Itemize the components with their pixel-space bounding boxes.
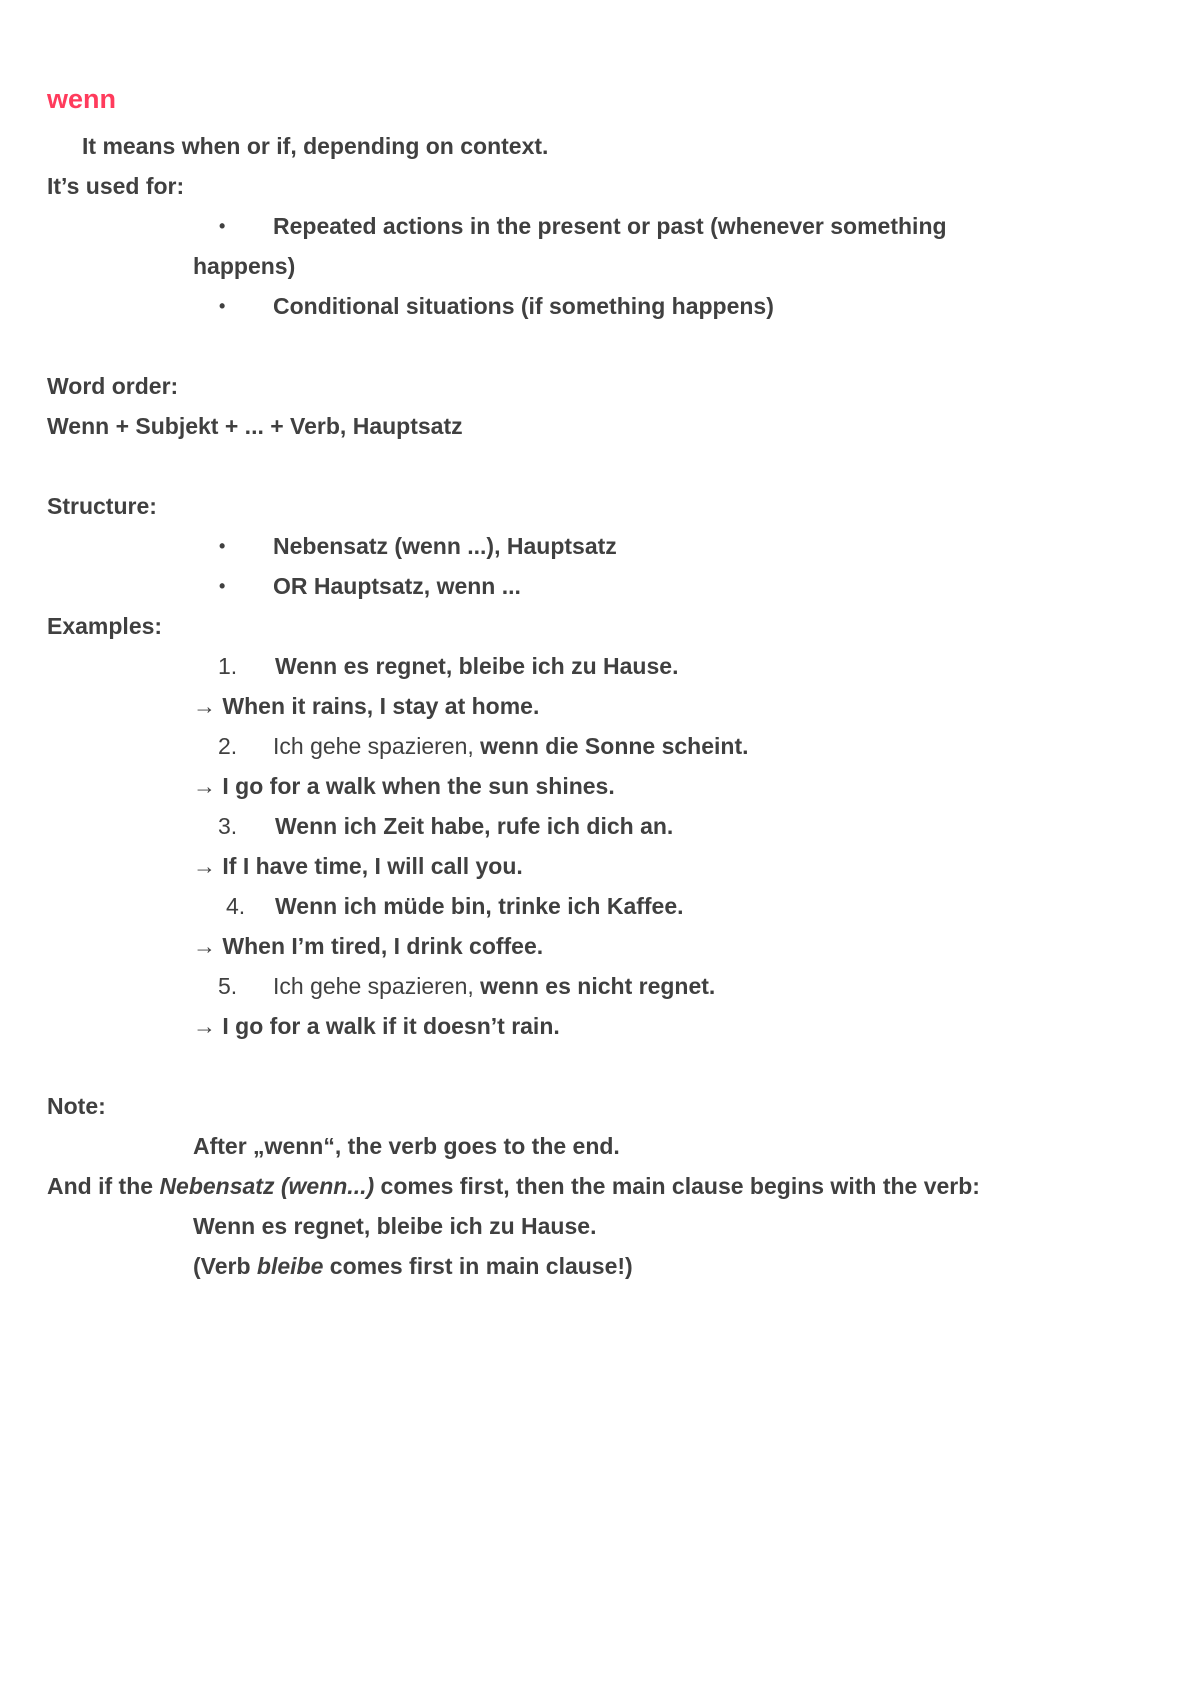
example-number: 3.	[218, 813, 238, 839]
example-german	[275, 891, 684, 921]
example-translation: → I go for a walk when the sun shines.	[193, 773, 615, 799]
example-translation: → I go for a walk if it doesn’t rain.	[193, 1013, 560, 1039]
example-german-bold: Wenn es regnet, bleibe ich zu Hause.	[275, 653, 679, 679]
example-german	[273, 731, 749, 761]
example-german-bold: Wenn ich Zeit habe, rufe ich dich an.	[275, 813, 674, 839]
example-translation: → If I have time, I will call you.	[193, 853, 523, 879]
example-german-bold: Wenn ich müde bin, trinke ich Kaffee.	[275, 893, 684, 919]
word-order-label: Word order:	[47, 373, 179, 399]
examples-label: Examples:	[47, 613, 163, 639]
word-order-formula: Wenn + Subjekt + ... + Verb, Hauptsatz	[47, 413, 463, 439]
use-item-2: Conditional situations (if something happens)	[273, 293, 774, 319]
note-line-2-start: And if the	[47, 1173, 160, 1199]
note-verb-remark	[193, 1251, 633, 1281]
note-line-2-end: comes first, then the main clause begins with the verb:	[374, 1173, 980, 1199]
example-german	[273, 971, 715, 1001]
intro-text: It means when or if, depending on context.	[82, 133, 549, 159]
example-number: 5.	[218, 973, 238, 999]
example-german-bold: wenn die Sonne scheint.	[480, 733, 749, 759]
note-verb-italic: bleibe	[256, 1253, 324, 1279]
example-translation: → When I’m tired, I drink coffee.	[193, 933, 544, 959]
structure-item-1: Nebensatz (wenn ...), Hauptsatz	[273, 533, 617, 559]
bullet-icon: •	[219, 216, 226, 236]
example-german	[275, 651, 678, 681]
page-title: wenn	[47, 84, 117, 114]
note-label: Note:	[47, 1093, 106, 1119]
example-translation: → When it rains, I stay at home.	[193, 693, 540, 719]
bullet-icon: •	[219, 536, 226, 556]
example-number: 4.	[226, 893, 246, 919]
use-item-1-line2: happens)	[193, 253, 296, 279]
note-verb-end: comes first in main clause!)	[323, 1253, 633, 1279]
example-german-bold: wenn es nicht regnet.	[480, 973, 716, 999]
note-example: Wenn es regnet, bleibe ich zu Hause.	[193, 1213, 597, 1239]
example-german-lead: Ich gehe spazieren,	[273, 973, 481, 999]
example-number: 1.	[218, 653, 238, 679]
note-line-2-italic: Nebensatz (wenn...)	[159, 1173, 375, 1199]
example-german	[275, 811, 673, 841]
structure-label: Structure:	[47, 493, 157, 519]
note-line-1: After „wenn“, the verb goes to the end.	[193, 1133, 620, 1159]
use-item-1-line1: Repeated actions in the present or past (whenever something	[273, 213, 947, 239]
used-for-label: It’s used for:	[47, 173, 185, 199]
structure-item-2: OR Hauptsatz, wenn ...	[273, 573, 521, 599]
example-german-lead: Ich gehe spazieren,	[273, 733, 481, 759]
example-number: 2.	[218, 733, 238, 759]
note-verb-start: (Verb	[193, 1253, 257, 1279]
bullet-icon: •	[219, 296, 226, 316]
note-line-2	[47, 1171, 980, 1201]
bullet-icon: •	[219, 576, 226, 596]
